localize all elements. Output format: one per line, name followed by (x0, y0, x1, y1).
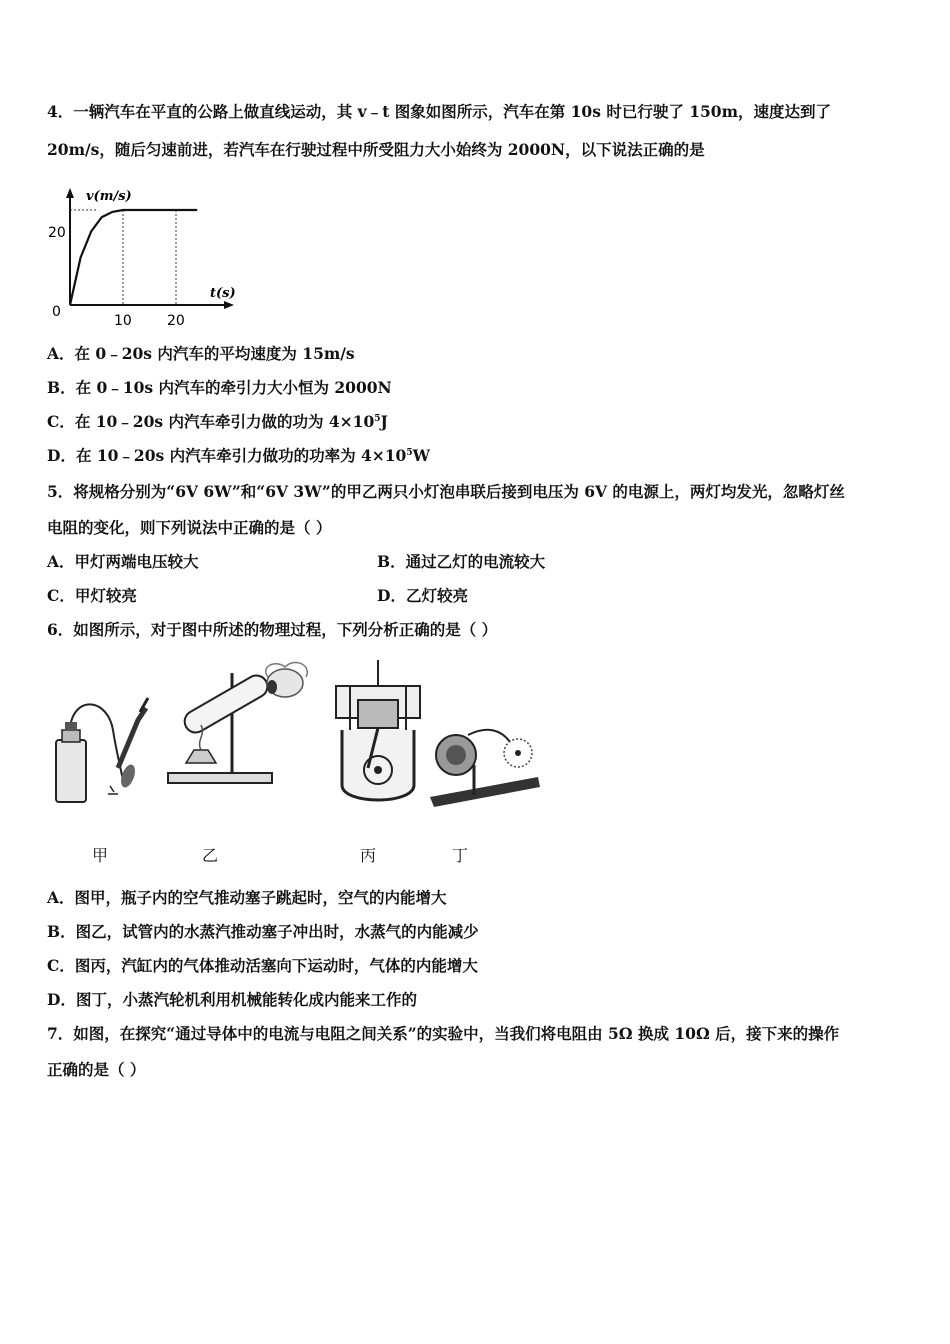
y-tick-20: 20 (48, 225, 66, 241)
q6-caption-bing: 丙 (360, 846, 377, 865)
x-tick-10: 10 (114, 313, 132, 329)
y-axis-arrow (66, 188, 74, 198)
q4-option-d-exp: 5 (406, 447, 413, 458)
q4-option-d[interactable] (47, 446, 430, 466)
q6-option-c[interactable]: C．图丙，汽缸内的气体推动活塞向下运动时，气体的内能增大 (47, 956, 478, 975)
q6-stem: 6．如图所示，对于图中所述的物理过程，下列分析正确的是（ ） (47, 620, 498, 639)
q6-caption-yi: 乙 (202, 846, 219, 865)
q7-stem-line2: 正确的是（ ） (47, 1060, 146, 1079)
q5-option-a[interactable]: A．甲灯两端电压较大 (47, 552, 199, 571)
q5-stem-line1: 5．将规格分别为“6V 6W”和“6V 3W”的甲乙两只小灯泡串联后接到电压为 6V 的电源上，两灯均发光，忽略灯丝 (47, 482, 845, 501)
q6-option-a[interactable]: A．图甲，瓶子内的空气推动塞子跳起时，空气的内能增大 (47, 888, 447, 907)
q5-option-c[interactable]: C．甲灯较亮 (47, 586, 137, 605)
q4-option-d-unit: W (412, 446, 431, 465)
q4-option-c[interactable] (47, 412, 388, 432)
q4-option-b[interactable]: B．在 0﹣10s 内汽车的牵引力大小恒为 2000N (47, 378, 392, 397)
origin-label: 0 (52, 304, 61, 320)
q4-stem-line1: 4．一辆汽车在平直的公路上做直线运动，其 v﹣t 图象如图所示，汽车在第 10s 时已行驶了 150m，速度达到了 (47, 102, 831, 121)
q6-caption-ding: 丁 (452, 846, 469, 865)
x-tick-20: 20 (167, 313, 185, 329)
velocity-curve (70, 210, 197, 305)
q4-option-c-exp: 5 (374, 413, 381, 424)
q4-stem-line2: 20m/s，随后匀速前进，若汽车在行驶过程中所受阻力大小始终为 2000N，以下说法正确的是 (47, 140, 705, 159)
x-axis-arrow (224, 301, 234, 309)
q4-option-d-text: D．在 10﹣20s 内汽车牵引力做功的功率为 4×10 (47, 446, 407, 465)
q5-stem-line2: 电阻的变化，则下列说法中正确的是（ ） (47, 518, 332, 537)
q4-option-a[interactable]: A．在 0﹣20s 内汽车的平均速度为 15m/s (47, 344, 355, 363)
x-axis-label: t(s) (210, 286, 236, 301)
q6-option-b[interactable]: B．图乙，试管内的水蒸汽推动塞子冲出时，水蒸气的内能减少 (47, 922, 479, 941)
q5-option-d[interactable]: D．乙灯较亮 (377, 586, 468, 605)
q6-figure-bing-engine (328, 660, 428, 810)
q6-figure-yi-test-tube (160, 655, 320, 805)
q4-option-c-unit: J (380, 412, 388, 431)
q4-vt-graph (40, 180, 250, 330)
q6-caption-jia: 甲 (92, 846, 109, 865)
q6-figure-jia-bottle (48, 690, 158, 810)
q6-option-d[interactable]: D．图丁，小蒸汽轮机利用机械能转化成内能来工作的 (47, 990, 417, 1009)
q4-option-c-text: C．在 10﹣20s 内汽车牵引力做的功为 4×10 (47, 412, 375, 431)
q6-figure-ding-turbine (428, 705, 548, 810)
q5-option-b[interactable]: B．通过乙灯的电流较大 (377, 552, 546, 571)
q7-stem-line1: 7．如图，在探究“通过导体中的电流与电阻之间关系”的实验中，当我们将电阻由 5Ω 换成 10Ω 后，接下来的操作 (47, 1024, 840, 1043)
y-axis-label: v(m/s) (86, 189, 132, 204)
